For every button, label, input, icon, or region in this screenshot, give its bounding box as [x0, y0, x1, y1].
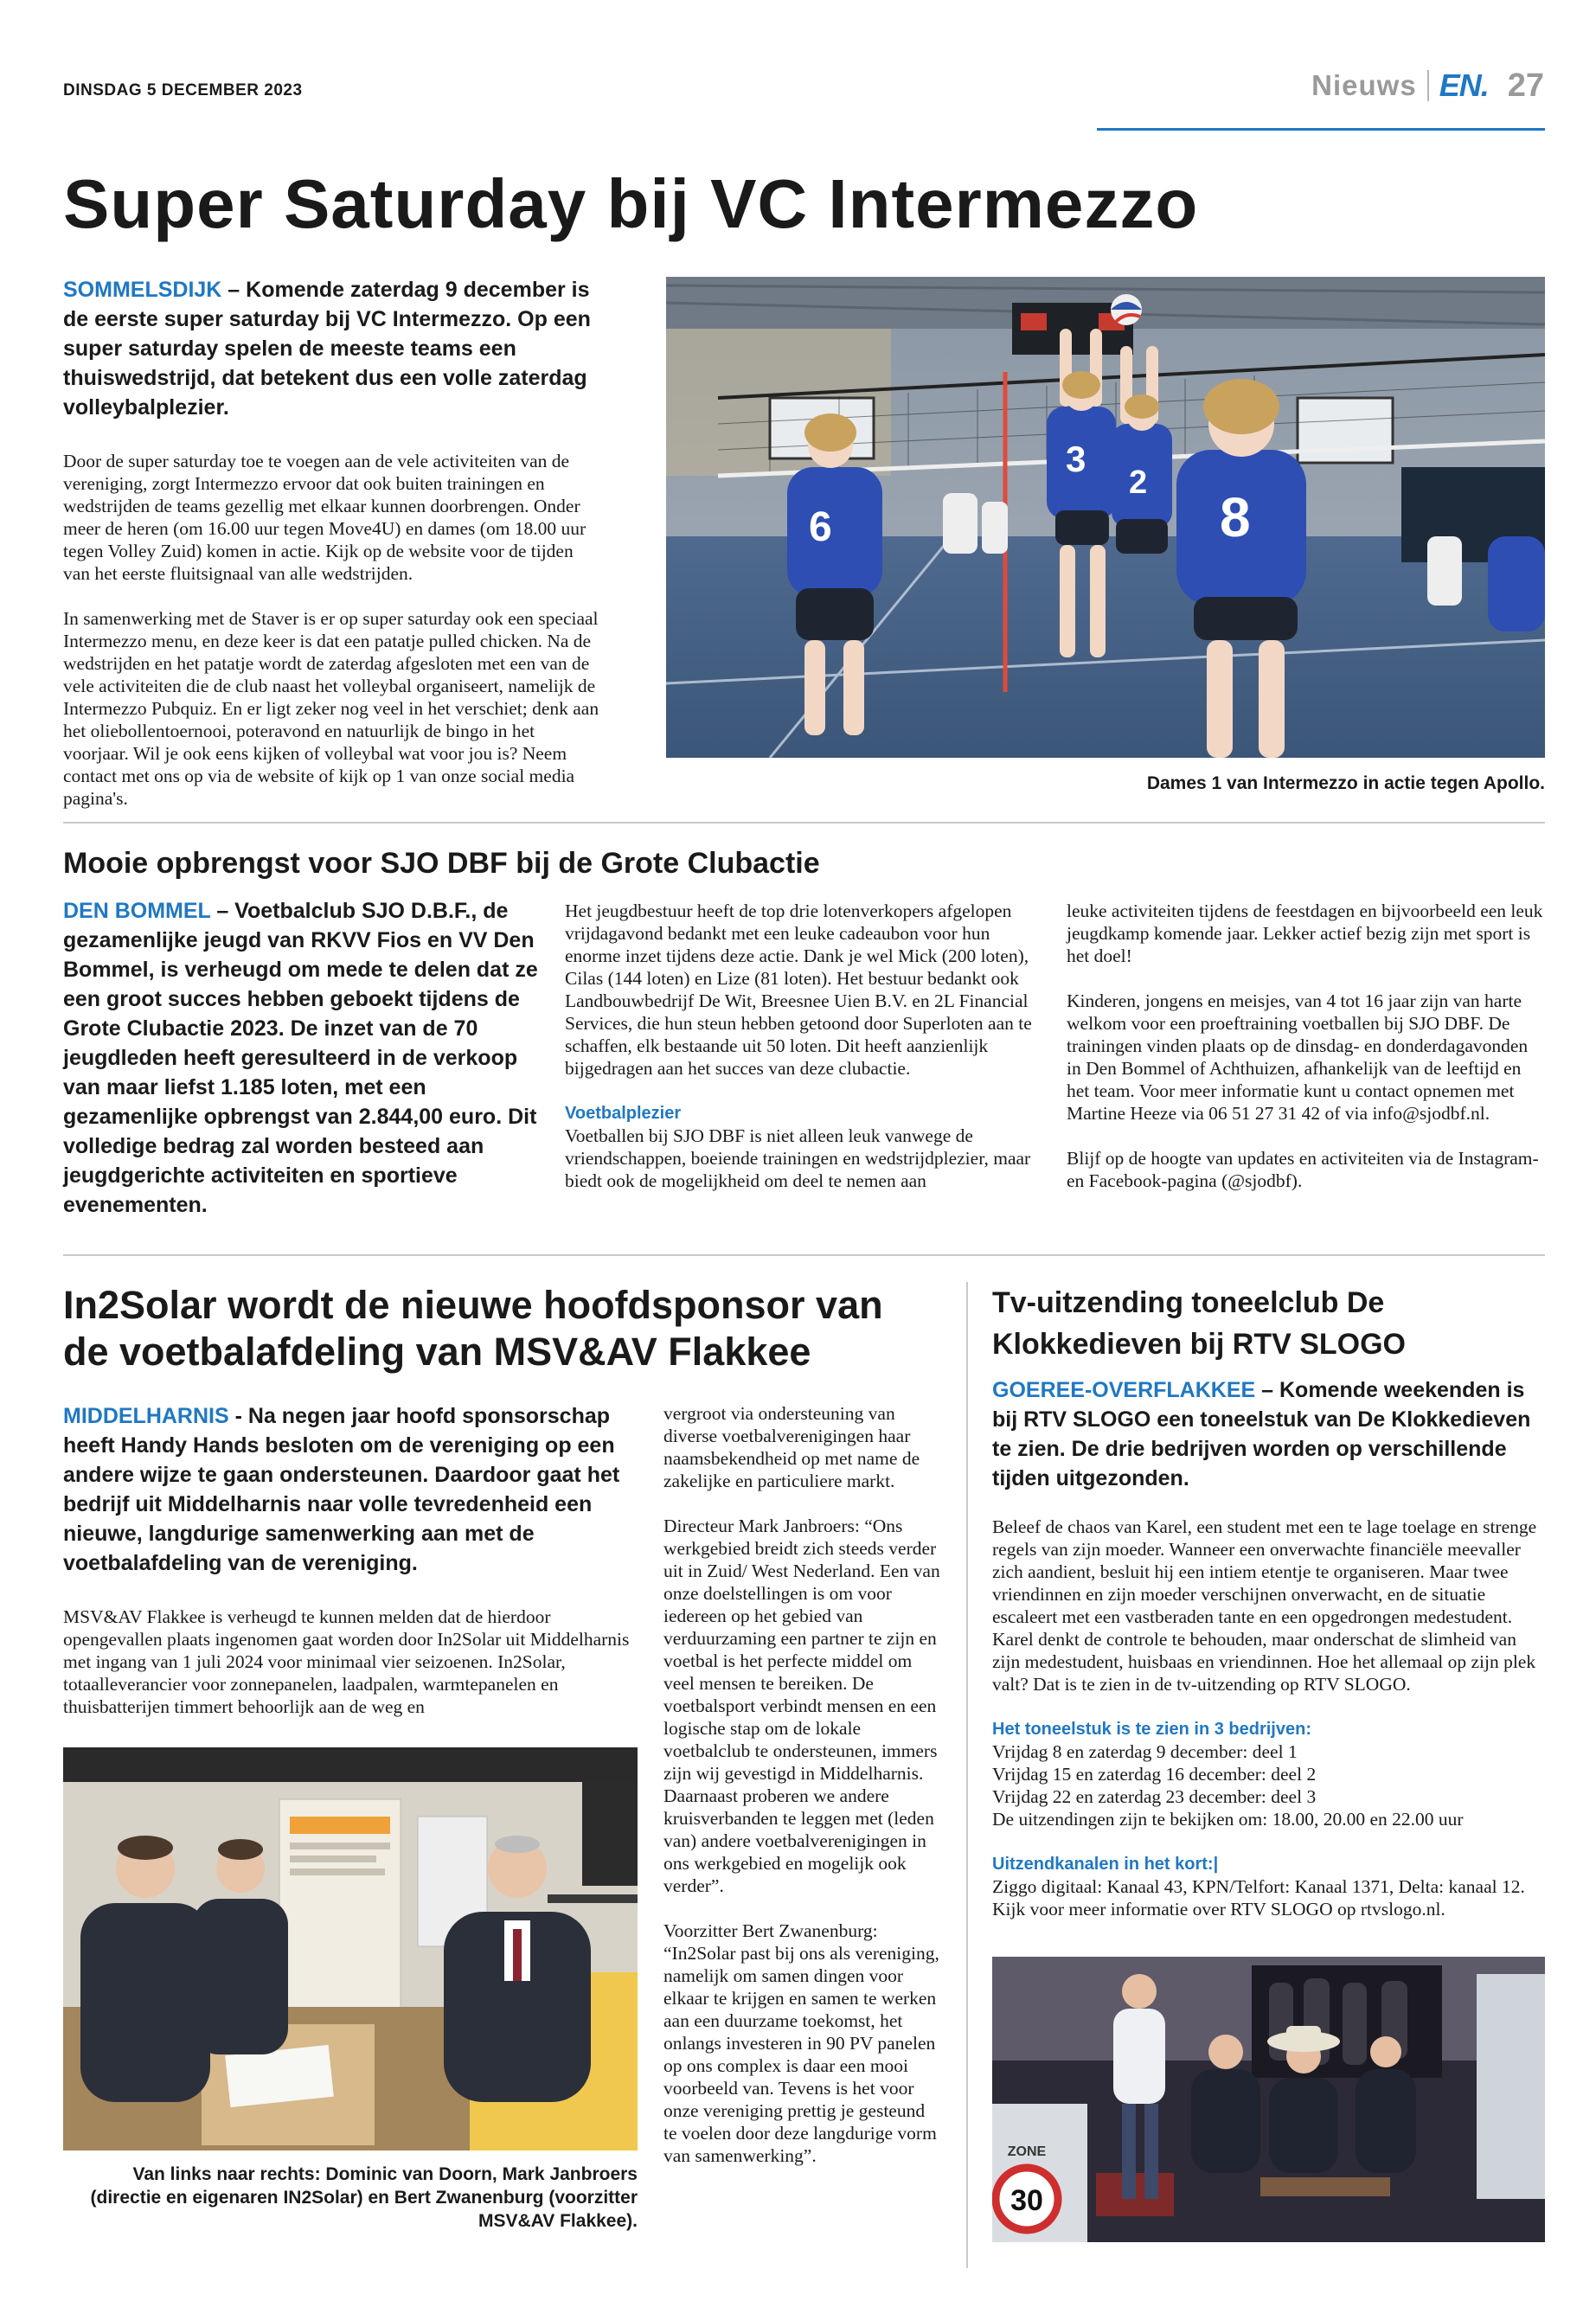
article2-paragraph: Voetballen bij SJO DBF is niet alleen leuk vanwege de vriendschappen, boeiende trainingen en wedstrijdplezier, maar biedt ook de mogelijkheid om deel te nemen aan — [565, 1125, 1031, 1191]
section-divider — [63, 822, 1545, 824]
article3-column1 — [63, 1606, 638, 1740]
article1-dateline: SOMMELSDIJK — [63, 278, 222, 302]
section-divider — [63, 1254, 1545, 1256]
section-name: Nieuws — [1311, 69, 1417, 101]
article3-lead-text: - Na negen jaar hoofd sponsorschap heeft Handy Hands besloten om de vereniging op een andere wijze te gaan ondersteunen. Daardoor gaat het bedrijf uit Middelharnis naar volle tevredenheid een nieuwe, langdurige samenwerking aan met de voetbalafdeling van de vereniging. — [63, 1404, 620, 1575]
jersey-number: 8 — [1220, 486, 1251, 548]
article2-column3 — [1067, 900, 1545, 1215]
article2-lead — [63, 896, 548, 1220]
article1-paragraph: Door de super saturday toe te voegen aan de vele activiteiten van de vereniging, zorgt Intermezzo ervoor dat ook buiten trainingen en wedstrijden de teams gezellig met elkaar kunnen doorbrengen. Onder meer de heren (om 16.00 uur tegen Move4U) en dames (om 18.00 uur tegen Volley Zuid) komen in actie. Kijk op de website voor de tijden van het eerste fluitsignaal van alle wedstrijden. — [63, 451, 586, 584]
schedule-line: Vrijdag 8 en zaterdag 9 december: deel 1 — [992, 1741, 1298, 1762]
article3-paragraph: Voorzitter Bert Zwanenburg: “In2Solar past bij ons als vereniging, namelijk om samen dingen voor elkaar te krijgen en samen te werken aan een duurzame toekomst, het onlangs investeren in 90 PV panelen op ons complex is daar een mooi voorbeeld van. Tevens is het voor onze vereniging prettig je gesteund te voelen door deze langdurige vorm van samenwerking”. — [663, 1920, 939, 2166]
volleyball-photo-caption: Dames 1 van Intermezzo in actie tegen Apollo. — [1146, 773, 1545, 793]
article2-paragraph: Kinderen, jongens en meisjes, van 4 tot 16 jaar zijn van harte welkom voor een proeftraining voetballen bij SJO DBF. De trainingen vinden plaats op de dinsdag- en donderdagavonden in Den Bommel of Achthuizen, afhankelijk van de leeftijd en het team. Voor meer informatie kunt u contact opnemen met Martine Heeze via 06 51 27 31 42 of via info@sjodbf.nl. — [1067, 990, 1529, 1124]
schedule-line: Vrijdag 15 en zaterdag 16 december: deel 2 — [992, 1764, 1317, 1785]
article4-subhead-channels: Uitzendkanalen in het kort:| — [992, 1855, 1219, 1874]
theatre-photo-illustration — [992, 1957, 1545, 2242]
sign-label: ZONE — [1007, 2144, 1047, 2159]
article3-paragraph: vergroot via ondersteuning van diverse voetbalverenigingen haar naamsbekendheid op met name de zakelijke en particuliere markt. — [663, 1403, 920, 1491]
sponsor-photo-caption: Van links naar rechts: Dominic van Doorn, Mark Janbroers (directie en eigenaren IN2Solar) en Bert Zwanenburg (voorzitter MSV&AV Flakkee). — [90, 2164, 638, 2231]
article4-title: Tv-uitzending toneelclub De Klokkedieven bij RTV SLOGO — [992, 1286, 1406, 1361]
jersey-number: 3 — [1066, 439, 1086, 479]
sponsor-signing-photo — [63, 1747, 638, 2150]
speed-sign-number: 30 — [1010, 2184, 1043, 2217]
schedule-line: Vrijdag 22 en zaterdag 23 december: deel 3 — [992, 1786, 1317, 1807]
article4-body — [992, 1516, 1545, 1920]
issue-date: DINSDAG 5 DECEMBER 2023 — [63, 81, 303, 99]
article3-lead — [63, 1401, 638, 1578]
article1-title: Super Saturday bij VC Intermezzo — [63, 165, 1199, 242]
article4-lead — [992, 1375, 1545, 1493]
article2-paragraph: Blijf op de hoogte van updates en activiteiten via de Instagram- en Facebook-pagina (@sjodbf). — [1067, 1148, 1539, 1191]
article3-column2 — [663, 1402, 940, 2189]
article2-lead-text: – Voetbalclub SJO D.B.F., de gezamenlijke jeugd van RKVV Fios en VV Den Bommel, is verheugd om mede te delen dat ze een groot succes hebben geboekt tijdens de Grote Clubactie 2023. De inzet van de 70 jeugdleden heeft geresulteerd in de verkoop van maar liefst 1.185 loten, met een gezamenlijke opbrengst van 2.844,00 euro. Dit volledige bedrag zal worden besteed aan jeugdgerichte activiteiten en sportieve evenementen. — [63, 899, 538, 1217]
article1-paragraph: In samenwerking met de Staver is er op super saturday ook een speciaal Intermezzo menu, en deze keer is dat een patatje pulled chicken. Na de wedstrijden en het patatje wordt de zaterdag afgesloten met een van de vele activiteiten die de club naast het volleybal organiseert, namelijk de Intermezzo Pubquiz. En er ligt zeker nog veel in het verschiet; denk aan het oliebollentoernooi, poteravond en natuurlijk de bingo in het voorjaar. Wil je ook eens kijken of volleybal wat voor jou is? Neem contact met ons op via de website of kijk op 1 van onze social media pagina's. — [63, 608, 599, 809]
article2-title: Mooie opbrengst voor SJO DBF bij de Grote Clubactie — [63, 847, 820, 880]
page-header — [1311, 64, 1544, 107]
article1-lead-text: – Komende zaterdag 9 december is de eerste super saturday bij VC Intermezzo. Op een super saturday spelen de meeste teams een thuiswedstrijd, dat betekent dus een volle zaterdag volleybalplezier. — [63, 278, 591, 420]
column-divider — [966, 1282, 968, 2268]
theatre-photo — [992, 1957, 1545, 2242]
newspaper-logo: EN. — [1439, 67, 1489, 103]
jersey-number: 6 — [809, 504, 832, 550]
article3-dateline: MIDDELHARNIS — [63, 1404, 229, 1428]
article4-dateline: GOEREE-OVERFLAKKEE — [992, 1378, 1256, 1402]
schedule-line: De uitzendingen zijn te bekijken om: 18.00, 20.00 en 22.00 uur — [992, 1809, 1464, 1830]
volleyball-photo — [666, 277, 1545, 758]
page-number: 27 — [1507, 67, 1544, 104]
article4-lead-text: – Komende weekenden is bij RTV SLOGO een toneelstuk van De Klokkedieven te zien. De drie bedrijven worden op verschillende tijden uitgezonden. — [992, 1378, 1531, 1490]
article3-title: In2Solar wordt de nieuwe hoofdsponsor van de voetbalafdeling van MSV&AV Flakkee — [63, 1283, 883, 1374]
volleyball-photo-illustration — [666, 277, 1545, 758]
article4-subhead-schedule: Het toneelstuk is te zien in 3 bedrijven: — [992, 1720, 1311, 1739]
article2-paragraph: Het jeugdbestuur heeft de top drie lotenverkopers afgelopen vrijdagavond bedankt met een leuke cadeaubon voor hun enorme inzet tijdens deze actie. Dank je wel Mick (200 loten), Cilas (144 loten) en Lize (81 loten). Het bestuur bedankt ook Landbouwbedrijf De Wit, Breesnee Uien B.V. en 2L Financial Services, die hun steun hebben getoond door Superloten aan te schaffen, elk bestaande uit 50 loten. Dit heeft aanzienlijk bijgedragen aan het succes van deze clubactie. — [565, 901, 1032, 1079]
article1-lead — [63, 275, 599, 422]
article2-column2 — [565, 900, 1041, 1215]
article3-paragraph: MSV&AV Flakkee is verheugd te kunnen melden dat de hierdoor opengevallen plaats ingenomen gaat worden door In2Solar uit Middelharnis met ingang van 1 juli 2024 voor minimaal vier seizoenen. In2Solar, totaalleverancier voor zonnepanelen, laadpalen, warmtepanelen en thuisbatterijen timmert behoorlijk aan de weg en — [63, 1606, 630, 1717]
article2-subhead: Voetbalplezier — [565, 1104, 682, 1123]
article1-body — [63, 450, 599, 832]
channel-line: Ziggo digitaal: Kanaal 43, KPN/Telfort: Kanaal 1371, Delta: kanaal 12. — [992, 1876, 1525, 1897]
header-rule — [1097, 128, 1545, 131]
header-divider — [1427, 70, 1429, 101]
channel-line: Kijk voor meer informatie over RTV SLOGO op rtvslogo.nl. — [992, 1899, 1445, 1920]
article3-paragraph: Directeur Mark Janbroers: “Ons werkgebied breidt zich steeds verder uit in Zuid/ West Nederland. Een van onze doelstellingen is om voor iedereen op het gebied van verduurzaming een partner te zijn en voetbal is het perfecte middel om veel mensen te bereiken. De voetbalsport verbindt mensen en een logische stap om de lokale voetbalclub te ondersteunen, immers zijn wij gevestigd in Middelharnis. Daarnaast proberen we andere kruisverbanden te leggen met (leden van) andere voetbalverenigingen in ons werkgebied en mogelijk ook verder”. — [663, 1516, 940, 1896]
article2-dateline: DEN BOMMEL — [63, 899, 211, 923]
jersey-number: 2 — [1129, 465, 1148, 501]
article4-paragraph: Beleef de chaos van Karel, een student met een te lage toelage en strenge regels van zijn moeder. Wanneer een onverwachte financiële meevaller zich aandient, besluit hij een intiem etentje te organiseren. Maar twee vriendinnen en zijn moeder verschijnen onverwacht, en de situatie escaleert met een vastberaden tante en een opgedrongen medestudent. Karel denkt de controle te behouden, maar onderschat de slimheid van zijn medestudent, huisbaas en vriendinnen. Hoe het allemaal op zijn plek valt? Dat is te zien in de tv-uitzending op RTV SLOGO. — [992, 1516, 1537, 1695]
article2-paragraph: leuke activiteiten tijdens de feestdagen en bijvoorbeeld een leuk jeugdkamp komende jaar. Lekker actief bezig zijn met sport is het doel! — [1067, 901, 1543, 966]
sponsor-photo-illustration — [63, 1747, 638, 2150]
